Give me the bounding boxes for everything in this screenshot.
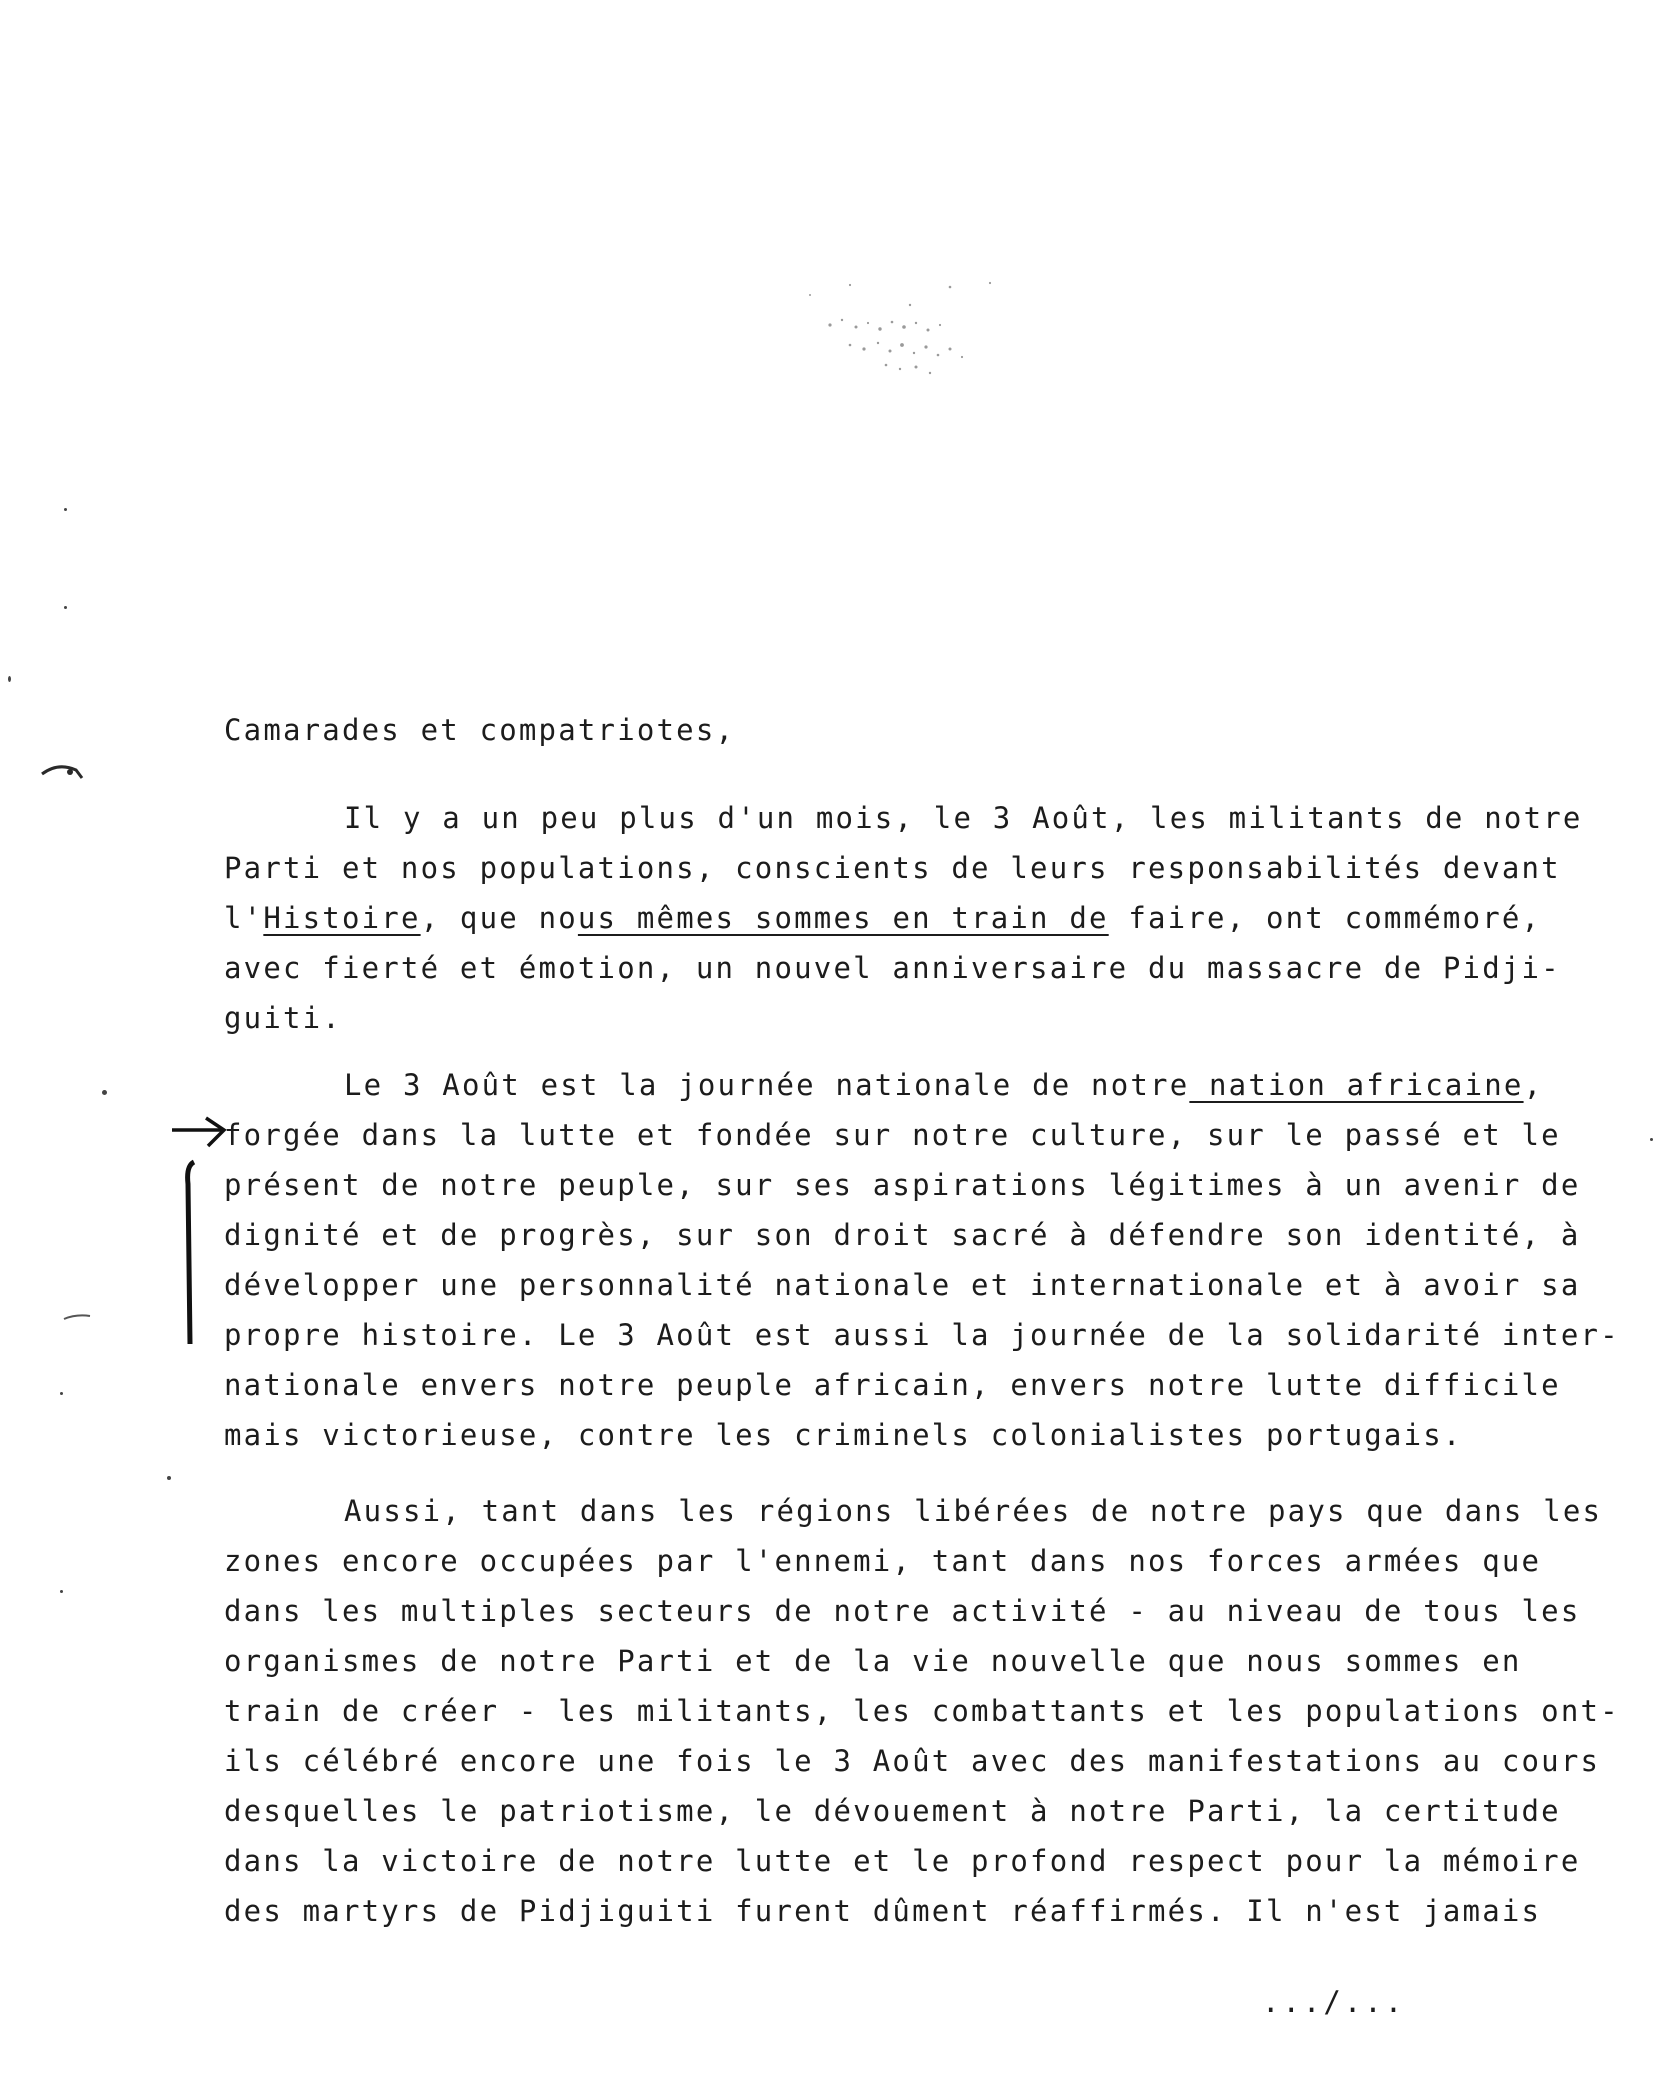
text-fragment: Le 3 Août est la journée nationale de notre — [344, 1068, 1190, 1102]
paragraph-3 — [224, 1486, 1624, 1936]
text-fragment: , — [1523, 1068, 1544, 1102]
margin-speck — [64, 606, 67, 609]
continuation-marker: .../... — [1262, 1985, 1406, 2019]
margin-dash-mark — [62, 1312, 92, 1322]
text-line: Il y a un peu plus d'un mois, le 3 Août, les militants de notre — [344, 801, 1583, 835]
paragraph-2 — [224, 1060, 1624, 1460]
salutation — [224, 705, 1624, 755]
text-line: dignité et de progrès, sur son droit sacré à défendre son identité, à — [224, 1218, 1581, 1252]
faded-stamp-mark — [790, 265, 1030, 415]
eye-shaped-margin-mark — [40, 760, 86, 784]
text-line: train de créer - les militants, les combattants et les populations ont- — [224, 1694, 1620, 1728]
text-line: propre histoire. Le 3 Août est aussi la journée de la solidarité inter- — [224, 1318, 1620, 1352]
margin-speck — [60, 1590, 63, 1593]
text-line: Aussi, tant dans les régions libérées de notre pays que dans les — [344, 1494, 1603, 1528]
text-line: desquelles le patriotisme, le dévouement à notre Parti, la certitude — [224, 1794, 1561, 1828]
text-fragment: , que no — [420, 901, 578, 935]
margin-speck — [167, 1476, 171, 1480]
handwritten-margin-bracket — [180, 1158, 204, 1348]
margin-speck — [8, 676, 11, 682]
underlined-text: Histoire — [263, 901, 421, 935]
text-line — [224, 893, 1624, 943]
handwritten-arrow-icon — [170, 1116, 228, 1150]
text-line: des martyrs de Pidjiguiti furent dûment réaffirmés. Il n'est jamais — [224, 1894, 1542, 1928]
text-line: nationale envers notre peuple africain, envers notre lutte difficile — [224, 1368, 1561, 1402]
margin-speck — [64, 508, 67, 511]
text-line: mais victorieuse, contre les criminels colonialistes portugais. — [224, 1418, 1463, 1452]
text-line: Parti et nos populations, conscients de leurs responsabilités devant — [224, 851, 1561, 885]
salutation-text: Camarades et compatriotes, — [224, 713, 736, 747]
margin-speck — [1650, 1138, 1653, 1141]
text-line: ils célébré encore une fois le 3 Août avec des manifestations au cours — [224, 1744, 1601, 1778]
text-line: dans la victoire de notre lutte et le profond respect pour la mémoire — [224, 1844, 1581, 1878]
text-line: forgée dans la lutte et fondée sur notre culture, sur le passé et le — [224, 1118, 1561, 1152]
text-line: dans les multiples secteurs de notre activité - au niveau de tous les — [224, 1594, 1581, 1628]
text-line: avec fierté et émotion, un nouvel anniversaire du massacre de Pidji- — [224, 951, 1561, 985]
text-fragment: faire, ont commémoré, — [1108, 901, 1542, 935]
margin-speck — [102, 1090, 107, 1095]
text-line: présent de notre peuple, sur ses aspirations légitimes à un avenir de — [224, 1168, 1581, 1202]
paragraph-1 — [224, 793, 1624, 1043]
text-fragment: l' — [224, 901, 264, 935]
text-line — [224, 1060, 1624, 1110]
underlined-text: nation africaine — [1189, 1068, 1524, 1102]
margin-speck — [60, 1392, 63, 1395]
text-line: zones encore occupées par l'ennemi, tant dans nos forces armées que — [224, 1544, 1542, 1578]
text-line: guiti. — [224, 1001, 342, 1035]
text-line: organismes de notre Parti et de la vie nouvelle que nous sommes en — [224, 1644, 1522, 1678]
underlined-text: us mêmes sommes en train de — [577, 901, 1109, 935]
text-line: développer une personnalité nationale et internationale et à avoir sa — [224, 1268, 1581, 1302]
